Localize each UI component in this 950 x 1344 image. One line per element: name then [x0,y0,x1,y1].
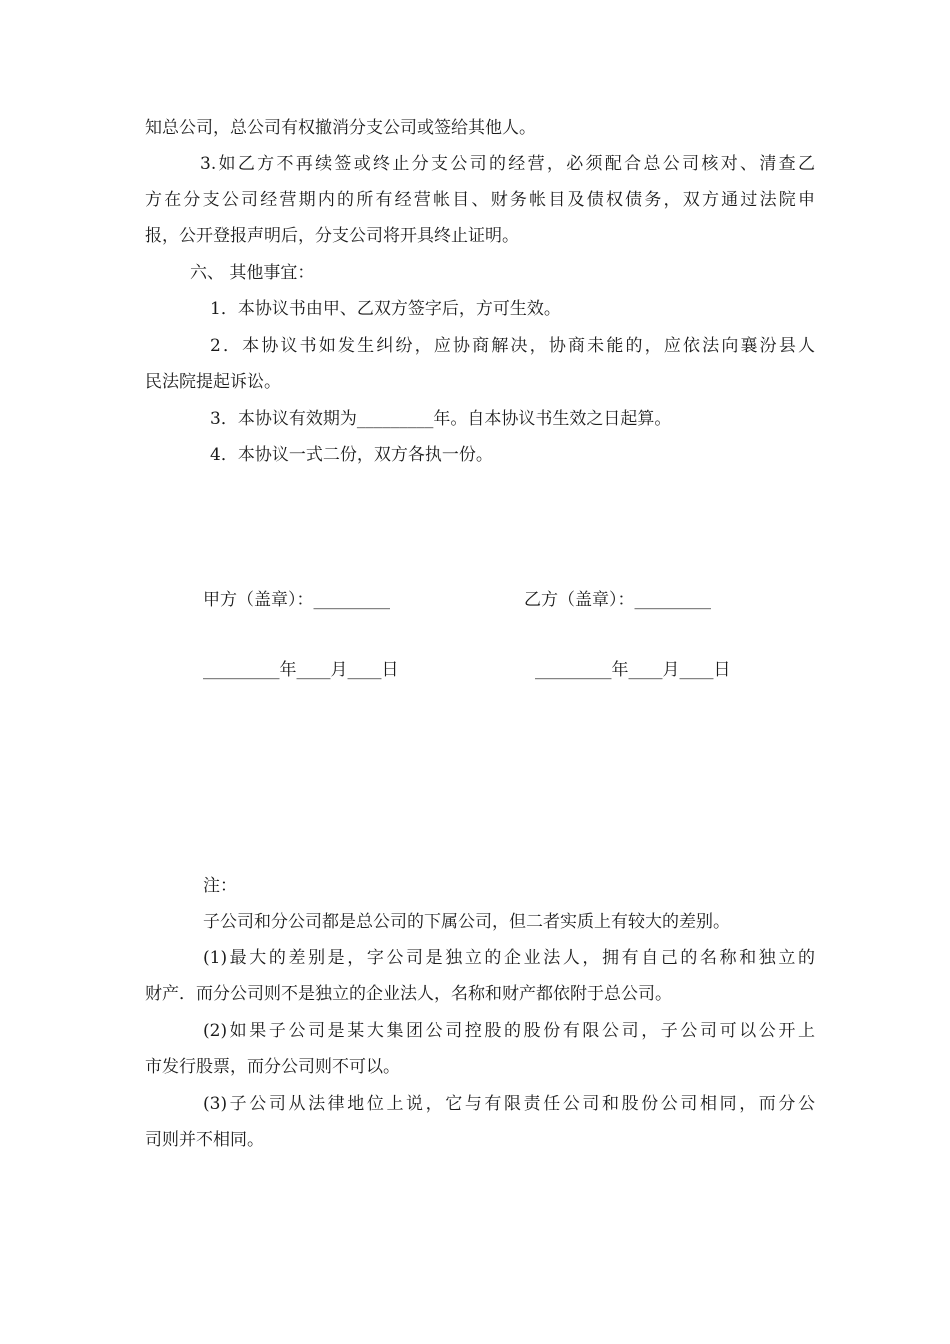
note-item: (1)最大的差别是，字公司是独立的企业法人，拥有自己的名称和独立的 [203,948,815,968]
party-a-date: _________年____月____日 [203,660,399,680]
clause-item: 1．本协议书由甲、乙双方签字后，方可生效。 [210,299,561,319]
paragraph-line: 知总公司，总公司有权撤消分支公司或签给其他人。 [145,118,536,138]
paragraph-line: 3.如乙方不再续签或终止分支公司的经营，必须配合总公司核对、清查乙 [200,154,815,174]
paragraph-line: 市发行股票，而分公司则不可以。 [145,1057,400,1077]
note-item: (3)子公司从法律地位上说，它与有限责任公司和股份公司相同，而分公 [203,1094,815,1114]
party-b-date: _________年____月____日 [535,660,731,680]
paragraph-line: 司则并不相同。 [145,1130,264,1150]
paragraph-line: 财产．而分公司则不是独立的企业法人，名称和财产都依附于总公司。 [145,984,672,1004]
paragraph-line: 民法院提起诉讼。 [145,372,281,392]
clause-item: 3．本协议有效期为_________年。自本协议书生效之日起算。 [210,409,672,429]
note-intro: 子公司和分公司都是总公司的下属公司，但二者实质上有较大的差别。 [203,912,730,932]
section-heading: 六、 其他事宜： [190,263,315,283]
clause-item: 4．本协议一式二份，双方各执一份。 [210,445,493,465]
clause-item: 2．本协议书如发生纠纷，应协商解决，协商未能的，应依法向襄汾县人 [210,336,815,356]
paragraph-line: 方在分支公司经营期内的所有经营帐目、财务帐目及债权债务，双方通过法院申 [145,190,815,210]
note-item: (2)如果子公司是某大集团公司控股的股份有限公司，子公司可以公开上 [203,1021,815,1041]
party-b-signature: 乙方（盖章）：_________ [524,590,711,610]
note-heading: 注： [203,876,237,896]
paragraph-line: 报，公开登报声明后，分支公司将开具终止证明。 [145,226,519,246]
party-a-signature: 甲方（盖章）：_________ [203,590,390,610]
